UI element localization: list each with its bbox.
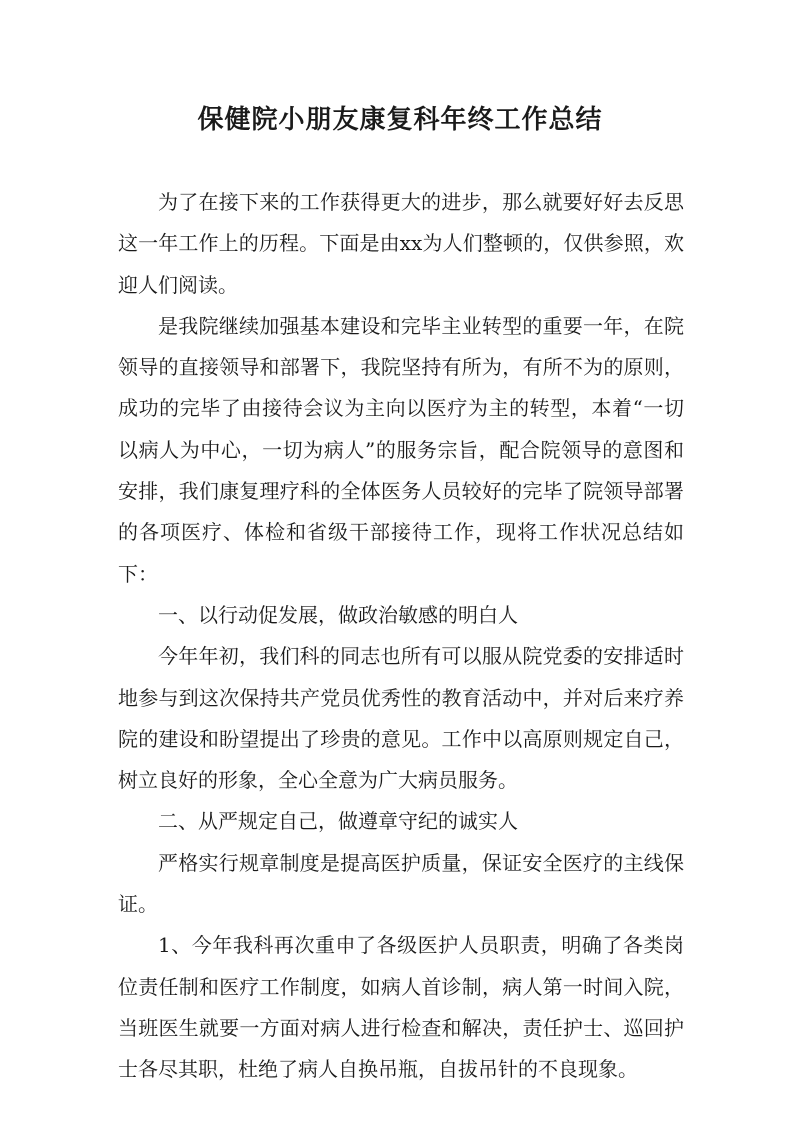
- section-heading-2: 二、从严规定自己，做遵章守纪的诚实人: [158, 809, 518, 834]
- paragraph-item-1: 1、今年我科再次重申了各级医护人员职责，明确了各类岗位责任制和医疗工作制度，如病人首诊制，病人第一时间入院，当班医生就要一方面对病人进行检查和解决，责任护士、巡回护士各尽其职，杜绝了病人自换吊瓶，自拔吊针的不良现象。: [118, 933, 684, 1082]
- section-heading-1: 一、以行动促发展，做政治敏感的明白人: [158, 602, 518, 627]
- paragraph-intro: 为了在接下来的工作获得更大的进步，那么就要好好去反思这一年工作上的历程。下面是由xx为人们整顿的，仅供参照，欢迎人们阅读。: [118, 190, 684, 297]
- document-title: 保健院小朋友康复科年终工作总结: [197, 105, 603, 135]
- paragraph-section-1: 今年年初，我们科的同志也所有可以服从院党委的安排适时地参与到这次保持共产党员优秀性的教育活动中，并对后来疗养院的建设和盼望提出了珍贵的意见。工作中以高原则规定自己，树立良好的形象，全心全意为广大病员服务。: [118, 644, 684, 793]
- paragraph-overview: 是我院继续加强基本建设和完毕主业转型的重要一年，在院领导的直接领导和部署下，我院坚持有所为，有所不为的原则，成功的完毕了由接待会议为主向以医疗为主的转型，本着“一切以病人为中心，一切为病人”的服务宗旨，配合院领导的意图和安排，我们康复理疗科的全体医务人员较好的完毕了院领导部署的各项医疗、体检和省级干部接待工作，现将工作状况总结如下：: [118, 313, 684, 586]
- paragraph-section-2: 严格实行规章制度是提高医护质量，保证安全医疗的主线保证。: [118, 850, 684, 917]
- document-body: [118, 182, 684, 1091]
